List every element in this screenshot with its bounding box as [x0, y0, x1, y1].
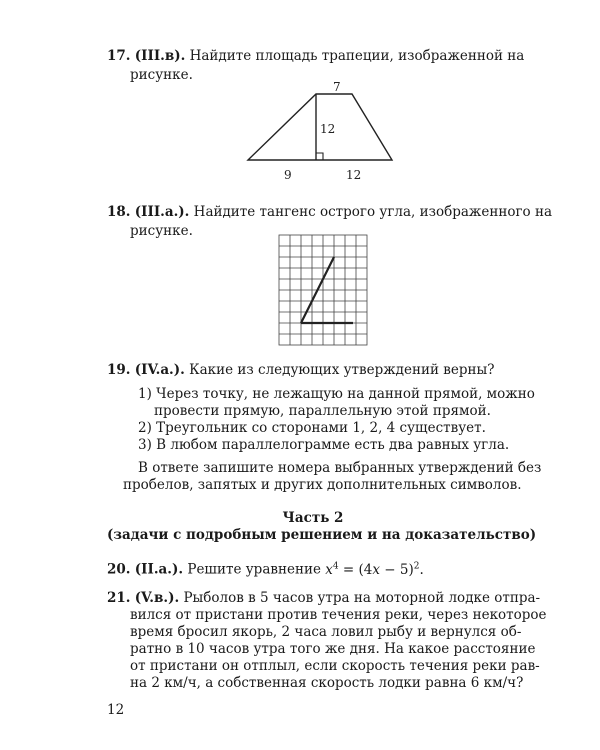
problem-text: Найдите площадь трапеции, изображенной на [189, 48, 525, 64]
statement-3 [138, 437, 509, 454]
answer-instruction-line-1: В ответе запишите номера выбранных утверждений без [138, 460, 542, 476]
grid [279, 235, 367, 345]
statement-1-line-2: провести прямую, параллельную этой прямой. [154, 403, 491, 419]
label-top: 7 [333, 80, 341, 94]
page-number: 12 [107, 702, 125, 718]
problem-18-line-2: рисунке. [130, 223, 193, 239]
problem-21-line-3: время бросил якорь, 2 часа ловил рыбу и вернулся об- [130, 624, 522, 640]
problem-21-line-1 [107, 590, 541, 607]
problem-19-question [107, 362, 494, 379]
label-left-base: 9 [284, 168, 292, 182]
problem-number: 20. [107, 561, 131, 578]
problem-21-line-6: на 2 км/ч, а собственная скорость лодки равна 6 км/ч? [130, 675, 524, 691]
problem-number: 18. [107, 204, 131, 220]
problem-text: Найдите тангенс острого угла, изображенного на [193, 204, 552, 220]
problem-21-line-4: ратно в 10 часов утра того же дня. На какое расстояние [130, 641, 536, 657]
problem-17-line-2: рисунке. [130, 67, 193, 83]
trapezoid-figure [232, 78, 412, 188]
problem-level: (III.а.). [134, 204, 190, 220]
answer-instruction-line-2: пробелов, запятых и других дополнительных символов. [123, 477, 522, 493]
problem-21-line-5: от пристани он отплыл, если скорость течения реки рав- [130, 658, 540, 674]
problem-text: Какие из следующих утверждений верны? [189, 362, 495, 378]
statement-number: 3) [138, 437, 152, 453]
statement-2 [138, 420, 486, 437]
problem-number: 21. [107, 590, 131, 606]
statement-text: Треугольник со сторонами 1, 2, 4 существует. [156, 420, 486, 436]
problem-level: (V.в.). [134, 590, 180, 606]
grid-figure [278, 234, 368, 346]
problem-level: (IV.а.). [134, 362, 185, 378]
equation: $x^4 = (4x - 5)^2$. [325, 561, 424, 578]
problem-number: 19. [107, 362, 131, 378]
problem-level: (II.а.). [134, 561, 184, 578]
right-angle-mark [316, 153, 323, 160]
label-height: 12 [320, 122, 336, 136]
problem-17-line-1 [107, 48, 525, 65]
statement-1-line-1 [138, 386, 535, 403]
statement-number: 2) [138, 420, 152, 436]
problem-number: 17. [107, 48, 131, 64]
problem-21-line-2: вился от пристани против течения реки, через некоторое [130, 607, 547, 623]
problem-text: Рыболов в 5 часов утра на моторной лодке отпра- [183, 590, 541, 606]
problem-text: Решите уравнение [187, 561, 321, 578]
part-2-subtitle: (задачи с подробным решением и на доказательство) [107, 527, 537, 543]
label-right-base: 12 [346, 168, 362, 182]
statement-text: В любом параллелограмме есть два равных угла. [156, 437, 510, 453]
statement-number: 1) [138, 386, 152, 402]
statement-text: Через точку, не лежащую на данной прямой, можно [156, 386, 535, 402]
problem-level: (III.в). [134, 48, 186, 64]
problem-18-line-1 [107, 204, 552, 221]
part-2-title: Часть 2 [282, 510, 344, 526]
problem-20 [107, 558, 424, 579]
